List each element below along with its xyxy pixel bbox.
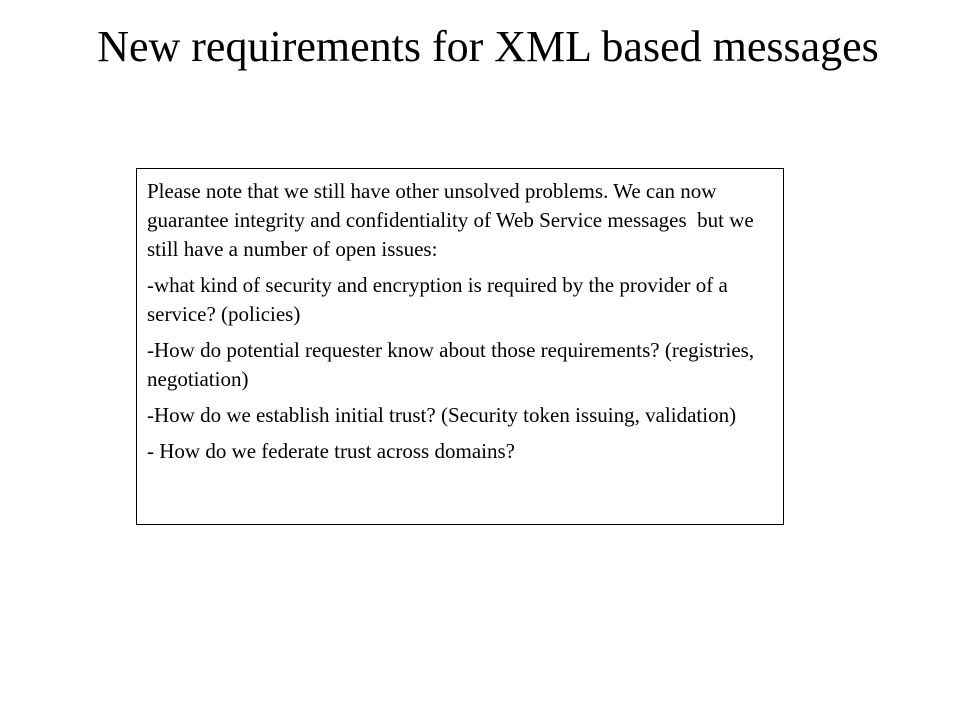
issue-initial-trust: -How do we establish initial trust? (Security token issuing, validation) [147,403,737,427]
issue-policies: -what kind of security and encryption is required by the provider of a service? (policies) [147,273,728,326]
issue-requirements-discovery: -How do potential requester know about those requirements? (registries, negotiation) [147,338,755,391]
slide-title: New requirements for XML based messages [97,22,879,71]
issue-federated-trust: - How do we federate trust across domains? [147,439,515,463]
note-intro-paragraph: Please note that we still have other unsolved problems. We can now guarantee integrity and confidentiality of Web Service messages but we still have a number of open issues: [147,179,759,261]
note-text-box [136,168,784,525]
